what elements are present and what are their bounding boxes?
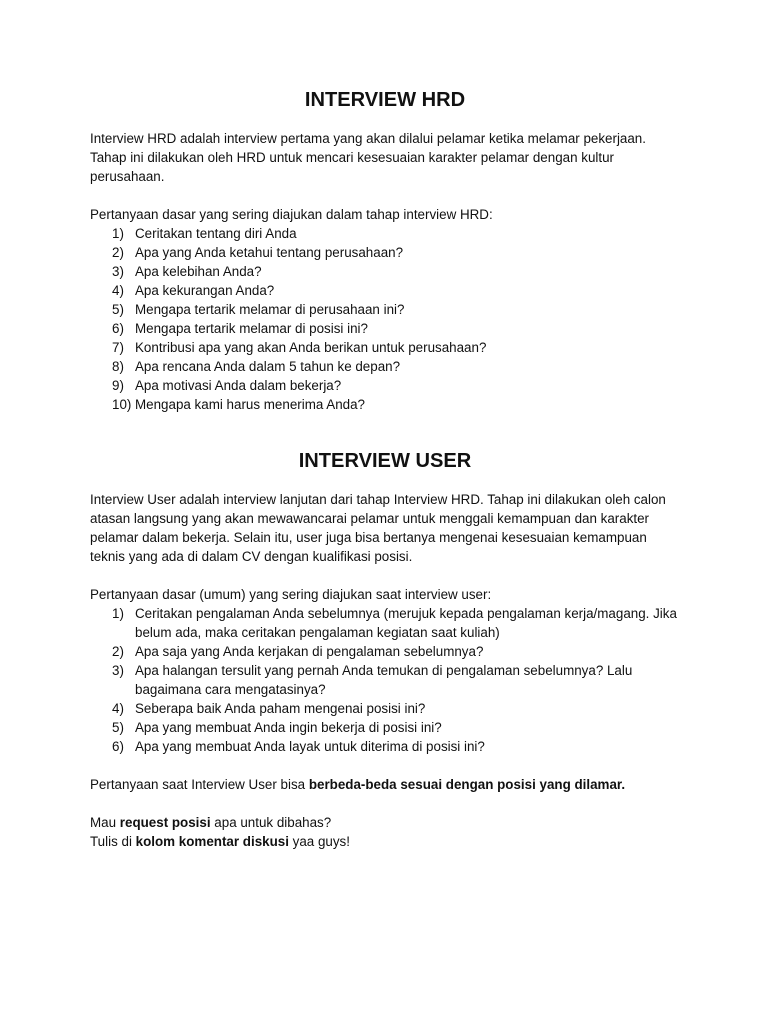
list-item: 3) Apa kelebihan Anda? [112, 264, 262, 279]
list-item: 1) Ceritakan pengalaman Anda sebelumnya (merujuk kepada pengalaman kerja/magang. Jika belum ada, maka ceritakan pengalaman kegiatan saat kuliah) [112, 606, 677, 640]
list-item: 6) Apa yang membuat Anda layak untuk diterima di posisi ini? [112, 739, 485, 754]
list-item: 10) Mengapa kami harus menerima Anda? [112, 397, 366, 412]
user-note: Pertanyaan saat Interview User bisa berbeda-beda sesuai dengan posisi yang dilamar. [90, 777, 626, 792]
list-item: 5) Mengapa tertarik melamar di perusahaan ini? [112, 302, 405, 317]
list-item: 6) Mengapa tertarik melamar di posisi ini? [112, 321, 368, 336]
user-questions-heading: Pertanyaan dasar (umum) yang sering diajukan saat interview user: [90, 587, 492, 602]
hrd-question-list [90, 224, 680, 414]
list-item: 1) Ceritakan tentang diri Anda [112, 226, 297, 241]
hrd-title: INTERVIEW HRD [304, 89, 466, 111]
list-item: 7) Kontribusi apa yang akan Anda berikan untuk perusahaan? [112, 340, 487, 355]
hrd-questions-heading: Pertanyaan dasar yang sering diajukan dalam tahap interview HRD: [90, 207, 493, 222]
document-page [90, 91, 680, 851]
list-item: 4) Seberapa baik Anda paham mengenai posisi ini? [112, 701, 426, 716]
user-title: INTERVIEW USER [298, 450, 472, 472]
list-item: 9) Apa motivasi Anda dalam bekerja? [112, 378, 342, 393]
cta-line-1: Mau request posisi apa untuk dibahas? [90, 815, 332, 830]
user-intro: Interview User adalah interview lanjutan dari tahap Interview HRD. Tahap ini dilakukan oleh calon atasan langsung yang akan mewawancarai pelamar untuk menggali kemampuan dan karakter pelamar dalam bekerja. Selain itu, user juga bisa bertanya mengenai kesesuaian kemampuan teknis yang ada di dalam CV dengan kualifikasi posisi. [90, 492, 666, 564]
user-question-list [90, 604, 680, 756]
cta-line-2: Tulis di kolom komentar diskusi yaa guys! [90, 834, 350, 849]
list-item: 3) Apa halangan tersulit yang pernah Anda temukan di pengalaman sebelumnya? Lalu bagaimana cara mengatasinya? [112, 663, 633, 697]
list-item: 5) Apa yang membuat Anda ingin bekerja di posisi ini? [112, 720, 442, 735]
list-item: 4) Apa kekurangan Anda? [112, 283, 275, 298]
list-item: 2) Apa saja yang Anda kerjakan di pengalaman sebelumnya? [112, 644, 484, 659]
list-item: 8) Apa rencana Anda dalam 5 tahun ke depan? [112, 359, 401, 374]
list-item: 2) Apa yang Anda ketahui tentang perusahaan? [112, 245, 404, 260]
hrd-intro: Interview HRD adalah interview pertama yang akan dilalui pelamar ketika melamar pekerjaan. Tahap ini dilakukan oleh HRD untuk mencari kesesuaian karakter pelamar dengan kultur perusahaan. [90, 131, 646, 184]
